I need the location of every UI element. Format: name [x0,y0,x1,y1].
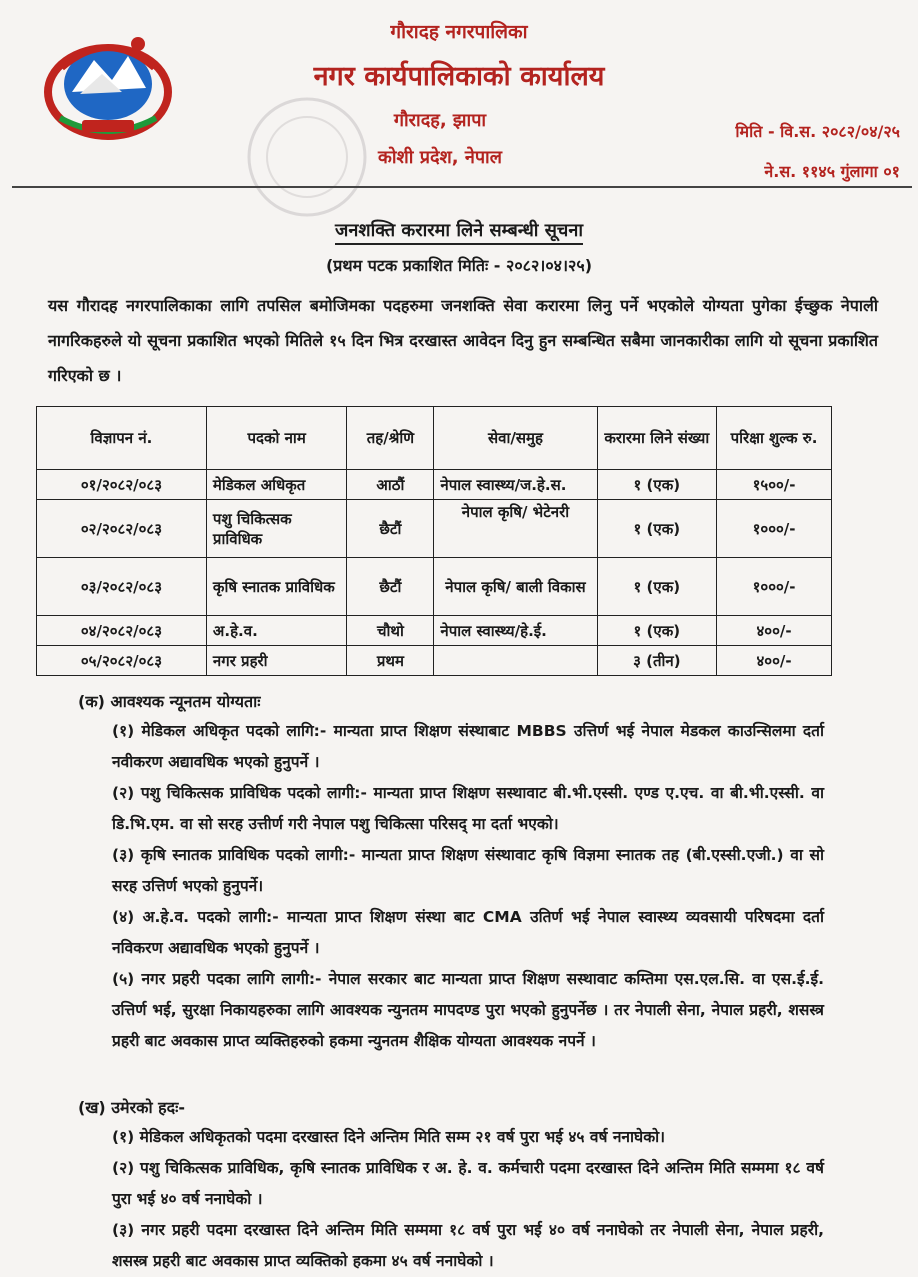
item-text: नगर प्रहरी पदका लागि लागी:- नेपाल सरकार बाट मान्यता प्राप्त शिक्षण सस्थावाट कम्तिमा एस.एल.सि. वा एस.ई.ई. उत्तिर्ण भई, सुरक्षा निकायहरुका लागि आवश्यक न्युनतम मापदण्ड पुरा भएको हुनुपर्नेछ । तर नेपाली सेना, नेपाल प्रहरी, शसस्त्र प्रहरी बाट अवकास प्राप्त व्यक्तिहरुको हकमा न्युनतम शैक्षिक योग्यता आवश्यक नपर्ने । [112,970,824,1050]
notice-subtitle: (प्रथम पटक प्रकाशित मितिः - २०८२।०४।२५) [325,256,593,275]
column-header-count: करारमा लिने संख्या [597,407,717,470]
cell-ad-no: ०१/२०८२/०८३ [37,470,207,500]
address-province: कोशी प्रदेश, नेपाल [378,147,502,168]
item-text: मेडिकल अधिकृत पदको लागि:- मान्यता प्राप्त शिक्षण संस्थाबाट MBBS उत्तिर्ण भई नेपाल मेडकल काउन्सिलमा दर्ता नवीकरण अद्यावधिक भएको हुनुपर्ने । [112,722,824,771]
age-limit-item [112,1122,824,1153]
item-number: (४) [112,908,135,926]
table-header-row [37,407,832,470]
qualification-item [112,964,824,1057]
cell-ad-no: ०५/२०८२/०८३ [37,646,207,676]
qualifications-heading: (क) आवश्यक न्यूनतम योग्यताः [78,692,261,711]
cell-exam-fee: १०००/- [717,500,832,558]
cell-ad-no: ०३/२०८२/०८३ [37,558,207,616]
cell-post-name: अ.हे.व. [206,616,346,646]
item-text: पशु चिकित्सक प्राविधिक, कृषि स्नातक प्राविधिक र अ. हे. व. कर्मचारी पदमा दरखास्त दिने अन्तिम मिति सम्ममा १८ वर्ष पुरा भई ४० वर्ष ननाघेको । [112,1159,824,1208]
table-row [37,558,832,616]
item-number: (३) [112,846,135,864]
table-row [37,616,832,646]
cell-count: १ (एक) [597,470,717,500]
item-text: नगर प्रहरी पदमा दरखास्त दिने अन्तिम मिति सम्ममा १८ वर्ष पुरा भई ४० वर्ष ननाघेको तर नेपाली सेना, नेपाल प्रहरी, शसस्त्र प्रहरी बाट अवकास प्राप्त व्यक्तिको हकमा ४५ वर्ष ननाघेको । [112,1221,824,1270]
cell-service-group: नेपाल कृषि/ बाली विकास [434,558,597,616]
column-header-level: तह/श्रेणि [347,407,434,470]
cell-service-group: नेपाल स्वास्थ्य/ज.हे.स. [434,470,597,500]
address-district: गौरादह, झापा [393,110,487,131]
cell-post-name: मेडिकल अधिकृत [206,470,346,500]
cell-level: चौथो [347,616,434,646]
date-bs: मिति - वि.स. २०८२/०४/२५ [735,122,900,141]
age-limit-item [112,1215,824,1277]
vacancy-table [36,406,832,676]
cell-exam-fee: ४००/- [717,616,832,646]
age-limit-heading: (ख) उमेरको हदः- [78,1098,186,1117]
cell-service-group [434,646,597,676]
item-text: अ.हे.व. पदको लागी:- मान्यता प्राप्त शिक्षण संस्था बाट CMA उतिर्ण भई नेपाल स्वास्थ्य व्यवसायी परिषदमा दर्ता नविकरण अद्यावधिक भएको हुनुपर्ने । [112,908,824,957]
item-text: कृषि स्नातक प्राविधिक पदको लागी:- मान्यता प्राप्त शिक्षण संस्थावाट कृषि विज्ञमा स्नातक तह (बी.एस्सी.एजी.) वा सो सरह उत्तिर्ण भएको हुनुपर्ने। [112,846,825,895]
item-number: (५) [112,970,135,988]
item-text: पशु चिकित्सक प्राविधिक पदको लागी:- मान्यता प्राप्त शिक्षण सस्थावाट बी.भी.एस्सी. एण्ड ए.एच. वा बी.भी.एस्सी. वा डि.भि.एम. वा सो सरह उत्तीर्ण गरी नेपाल पशु चिकित्सा परिसद् मा दर्ता भएको। [112,784,824,833]
cell-level: छैटौं [347,558,434,616]
column-header-post-name: पदको नाम [206,407,346,470]
cell-count: ३ (तीन) [597,646,717,676]
header-divider [12,186,912,188]
office-name: नगर कार्यपालिकाको कार्यालय [313,61,605,92]
column-header-exam-fee: परिक्षा शुल्क रु. [717,407,832,470]
cell-post-name: पशु चिकित्सक प्राविधिक [206,500,346,558]
cell-count: १ (एक) [597,616,717,646]
notice-intro-paragraph: यस गौरादह नगरपालिकाका लागि तपसिल बमोजिमका पदहरुमा जनशक्ति सेवा करारमा लिनु पर्ने भएकोले योग्यता पुगेका ईच्छुक नेपाली नागरिकहरुले यो सूचना प्रकाशित भएको मितिले १५ दिन भित्र दरखास्त आवेदन दिनु हुन सम्बन्धित सबैमा जानकारीका लागि यो सूचना प्रकाशित गरिएको छ । [48,296,878,385]
item-number: (३) [112,1221,135,1239]
cell-level: आठौं [347,470,434,500]
municipality-name: गौरादह नगरपालिका [390,21,528,43]
item-number: (२) [112,784,135,802]
table-row [37,646,832,676]
cell-count: १ (एक) [597,500,717,558]
item-number: (१) [112,1128,135,1146]
qualification-item [112,716,824,778]
cell-ad-no: ०४/२०८२/०८३ [37,616,207,646]
age-limit-item [112,1153,824,1215]
cell-count: १ (एक) [597,558,717,616]
date-ns: ने.स. ११४५ गुंलागा ०१ [764,162,900,181]
cell-service-group: नेपाल स्वास्थ्य/हे.ई. [434,616,597,646]
item-number: (१) [112,722,135,740]
cell-post-name: नगर प्रहरी [206,646,346,676]
cell-level: प्रथम [347,646,434,676]
table-row [37,500,832,558]
cell-exam-fee: ४००/- [717,646,832,676]
cell-ad-no: ०२/२०८२/०८३ [37,500,207,558]
cell-exam-fee: १५००/- [717,470,832,500]
table-row [37,470,832,500]
qualification-item [112,840,824,902]
item-number: (२) [112,1159,135,1177]
qualification-item [112,902,824,964]
cell-service-group: नेपाल कृषि/ भेटेनरी [434,500,597,558]
column-header-service-group: सेवा/समुह [434,407,597,470]
qualification-item [112,778,824,840]
cell-exam-fee: १०००/- [717,558,832,616]
cell-post-name: कृषि स्नातक प्राविधिक [206,558,346,616]
cell-level: छैटौं [347,500,434,558]
notice-title: जनशक्ति करारमा लिने सम्बन्धी सूचना [0,218,918,242]
item-text: मेडिकल अधिकृतको पदमा दरखास्त दिने अन्तिम मिति सम्म २१ वर्ष पुरा भई ४५ वर्ष ननाघेको। [139,1128,665,1146]
column-header-ad-no: विज्ञापन नं. [37,407,207,470]
